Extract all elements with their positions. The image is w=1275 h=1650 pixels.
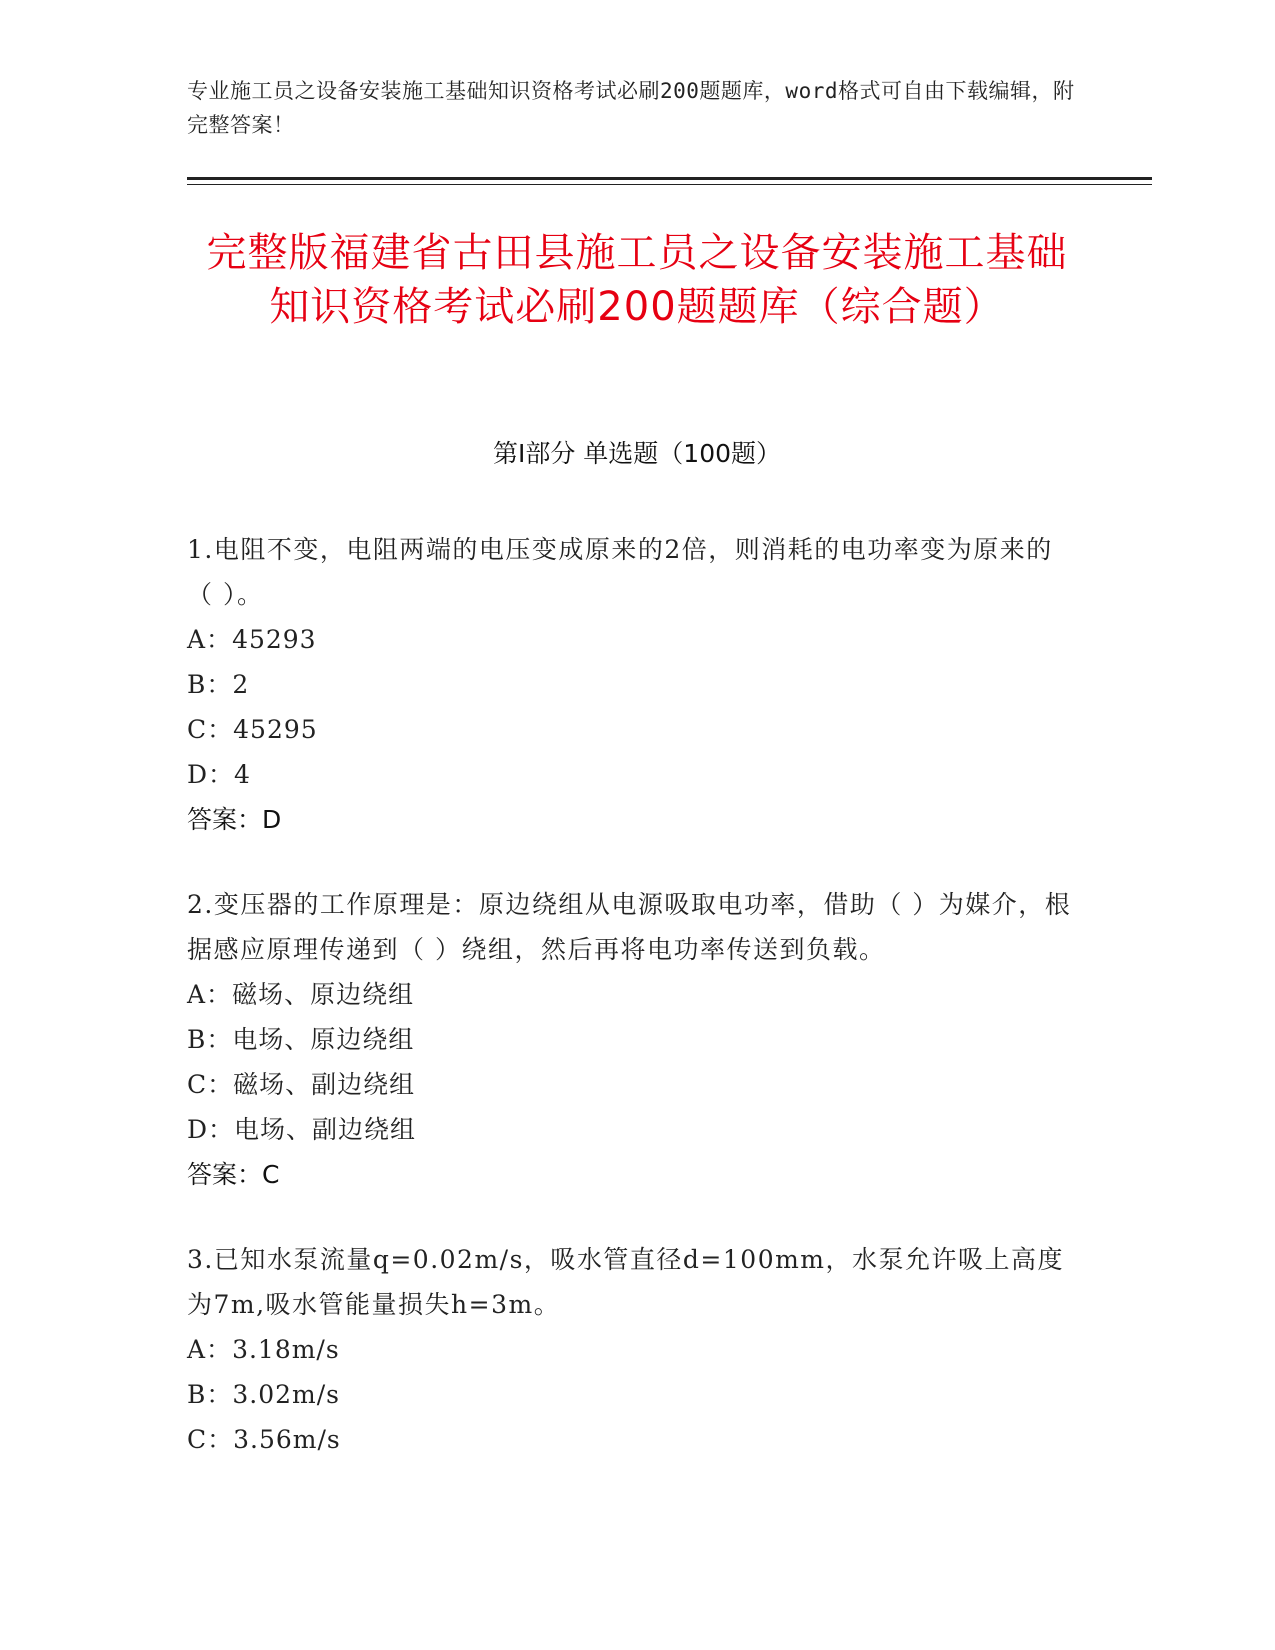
option-text: 2	[232, 670, 250, 699]
option-key: B：	[187, 1025, 233, 1054]
option-key: A：	[187, 980, 233, 1009]
section-title: 第Ⅰ部分 单选题（100题）	[492, 439, 782, 468]
option-text: 电场、副边绕组	[234, 1115, 417, 1144]
option-key: C：	[187, 1425, 234, 1454]
option-text: 磁场、副边绕组	[233, 1070, 416, 1099]
document-title: 完整版福建省古田县施工员之设备安装施工基础知识资格考试必刷200题题库（综合题）	[206, 230, 1068, 330]
option-text: 电场、原边绕组	[232, 1025, 415, 1054]
option-key: D：	[187, 760, 235, 789]
option-c	[187, 1062, 1077, 1107]
question-stem: 1.电阻不变，电阻两端的电压变成原来的2倍，则消耗的电功率变为原来的（ ）。	[187, 535, 1053, 609]
question-list	[187, 527, 1077, 1502]
option-d	[187, 752, 1077, 797]
option-b	[187, 1017, 1077, 1062]
option-a	[187, 617, 1077, 662]
option-text: 45293	[232, 625, 317, 654]
question-3	[187, 1237, 1077, 1462]
option-key: A：	[187, 625, 233, 654]
option-b	[187, 662, 1077, 707]
header-note: 专业施工员之设备安装施工基础知识资格考试必刷200题题库，word格式可自由下载编辑，附完整答案！	[187, 79, 1075, 137]
option-key: D：	[187, 1115, 235, 1144]
option-key: C：	[187, 715, 234, 744]
question-stem: 3.已知水泵流量q=0.02m/s，吸水管直径d=100mm，水泵允许吸上高度为7m,吸水管能量损失h=3m。	[187, 1245, 1065, 1319]
header-divider-thin	[187, 184, 1152, 185]
option-c	[187, 707, 1077, 752]
header-divider-thick	[187, 177, 1152, 180]
answer-line: 答案：C	[187, 1160, 280, 1189]
option-c	[187, 1417, 1077, 1462]
question-stem: 2.变压器的工作原理是：原边绕组从电源吸取电功率，借助（ ）为媒介，根据感应原理传递到（ ）绕组，然后再将电功率传送到负载。	[187, 890, 1072, 964]
option-text: 4	[234, 760, 251, 789]
option-key: B：	[187, 670, 233, 699]
option-text: 3.18m/s	[232, 1335, 340, 1364]
option-text: 磁场、原边绕组	[232, 980, 415, 1009]
option-text: 3.56m/s	[233, 1425, 341, 1454]
option-d	[187, 1107, 1077, 1152]
option-a	[187, 1327, 1077, 1372]
option-text: 45295	[233, 715, 318, 744]
question-1	[187, 527, 1077, 842]
option-b	[187, 1372, 1077, 1417]
option-text: 3.02m/s	[232, 1380, 340, 1409]
answer-line: 答案：D	[187, 805, 282, 834]
option-key: C：	[187, 1070, 234, 1099]
question-2	[187, 882, 1077, 1197]
option-key: B：	[187, 1380, 233, 1409]
option-a	[187, 972, 1077, 1017]
option-key: A：	[187, 1335, 233, 1364]
